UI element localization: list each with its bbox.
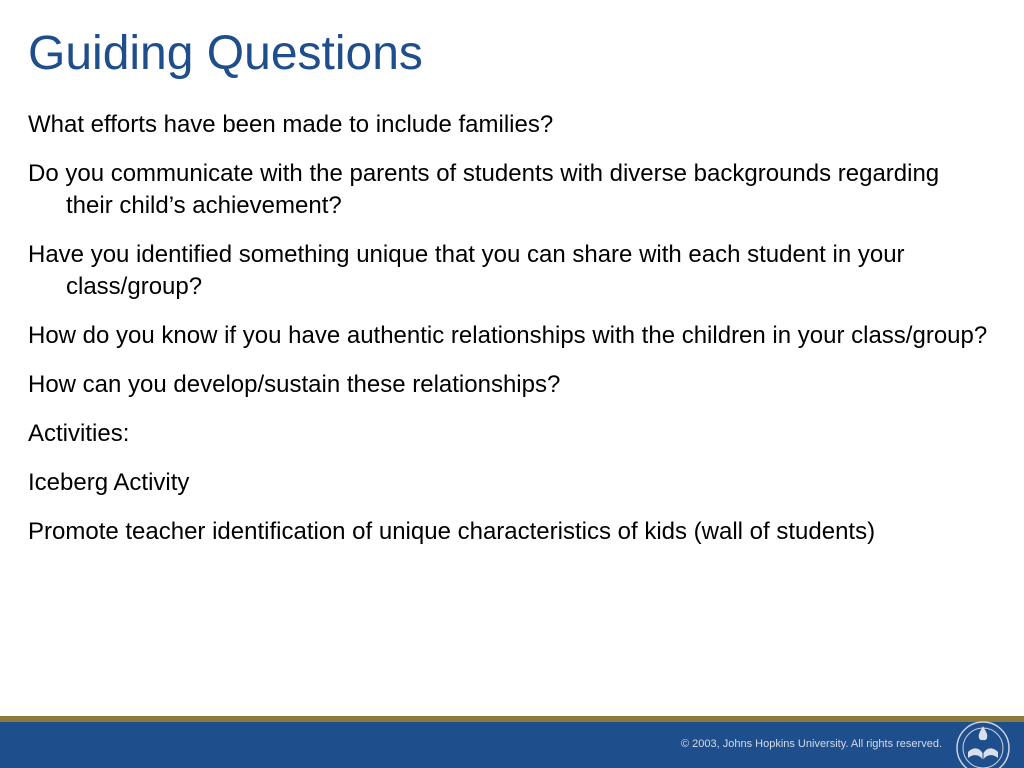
bullet-item: How can you develop/sustain these relationships? (28, 371, 561, 398)
copyright-notice: © 2003, Johns Hopkins University. All rights reserved. (680, 738, 942, 750)
bullet-item: Promote teacher identification of unique characteristics of kids (wall of students) (28, 518, 876, 545)
bullet-list (28, 109, 988, 565)
slide-title: Guiding Questions (28, 27, 423, 80)
bullet-item: Activities: (28, 420, 130, 447)
bullet-item: Iceberg Activity (28, 469, 190, 496)
bullet-item: Have you identified something unique that you can share with each student in your class/group? (28, 241, 905, 300)
bullet-item: What efforts have been made to include families? (28, 111, 554, 138)
university-seal-icon (954, 718, 1012, 768)
bullet-item: How do you know if you have authentic relationships with the children in your class/group? (28, 322, 988, 349)
bullet-item: Do you communicate with the parents of students with diverse backgrounds regarding their child’s achievement? (28, 160, 940, 219)
